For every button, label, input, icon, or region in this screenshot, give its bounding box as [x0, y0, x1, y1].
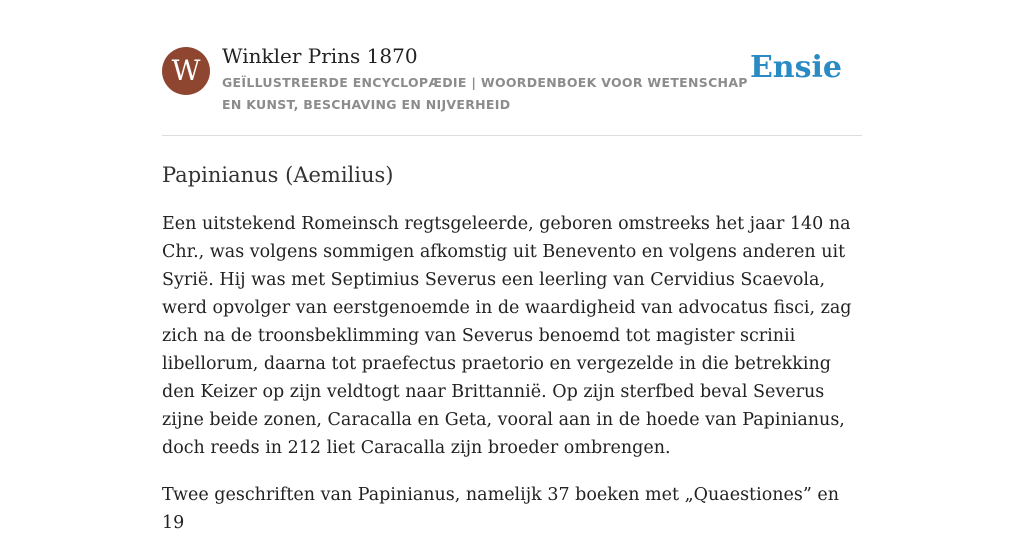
source-subtitle: GEÏLLUSTREERDE ENCYCLOPÆDIE | WOORDENBOEK VOOR WETENSCHAP EN KUNST, BESCHAVING EN NIJVERHEID — [222, 75, 748, 112]
article-title: Papinianus (Aemilius) — [162, 163, 394, 187]
source-title[interactable]: Winkler Prins 1870 — [222, 44, 418, 68]
content-container — [162, 0, 862, 537]
article-paragraph: Twee geschriften van Papinianus, namelijk 37 boeken met „Quaestiones” en 19 — [162, 485, 839, 533]
ensie-logo[interactable]: Ensie — [749, 50, 842, 85]
avatar[interactable]: W — [162, 47, 210, 95]
article-paragraph: Een uitstekend Romeinsch regtsgeleerde, geboren omstreeks het jaar 140 na Chr., was volgens sommigen afkomstig uit Benevento en volgens anderen uit Syrië. Hij was met Septimius Severus een leerling van Cervidius Scaevola, werd opvolger van eerstgenoemde in de waardigheid van advocatus fisci, zag zich na de troonsbeklimming van Severus benoemd tot magister scrinii libellorum, daarna tot praefectus praetorio en vergezelde in die betrekking den Keizer op zijn veldtogt naar Brittannië. Op zijn sterfbed beval Severus zijne beide zonen, Caracalla en Geta, vooral aan in de hoede van Papinianus, doch reeds in 212 liet Caracalla zijn broeder ombrengen. — [162, 214, 852, 458]
source-header — [162, 0, 862, 136]
